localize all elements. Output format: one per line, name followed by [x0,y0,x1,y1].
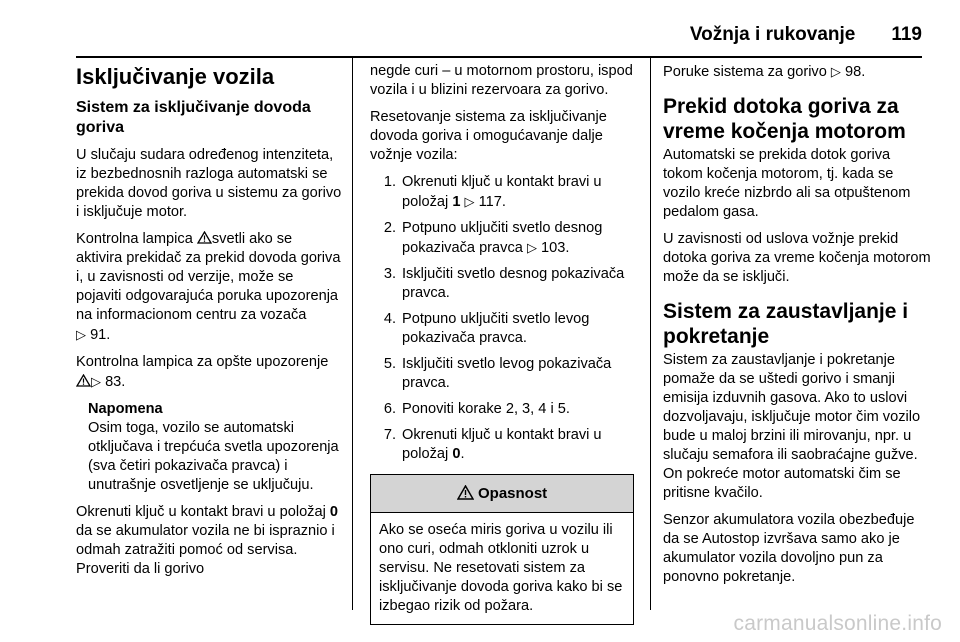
paragraph: Senzor akumulatora vozila obezbeđuje da se Autostop izvršava samo ako je akumulator vozila dovoljno pun za ponovno pokretanje. [663,512,915,585]
list-item [370,219,634,258]
text: Okrenuti ključ u kontakt bravi u položaj [76,504,330,520]
page-ref: 83. [105,374,126,390]
page-reference-icon: ▷ [76,327,86,342]
watermark: carmanualsonline.info [733,612,942,635]
bold-value: 0 [452,446,461,462]
step-text [402,219,634,258]
text: svetli ako se aktivira prekidač za prekid dovoda goriva i, u zavisnosti od verzije, može se pojaviti odgovarajuća poruka upozorenja na informacionom centru za vozača [76,231,341,323]
text: Okrenuti ključ u kontakt bravi u položaj [402,427,602,462]
paragraph [663,62,933,82]
page-number: 119 [891,24,922,45]
column-1 [76,62,342,587]
text: Potpuno uključiti svetlo desnog pokazivača pravca [402,220,603,256]
section-heading: Sistem za isključivanje dovoda goriva [76,99,311,136]
step-number: 5. [383,356,396,372]
page-title: Isključivanje vozila [76,64,275,89]
paragraph: negde curi – u motornom prostoru, ispod vozila i u blizini rezervoara za gorivo. [370,63,633,98]
bold-value: 1 [452,194,461,210]
step-text: Isključiti svetlo levog pokazivača pravca. [402,356,612,391]
paragraph: Automatski se prekida dotok goriva tokom kočenja motorom, tj. kada se vozilo kreće nizbrdo ali sa otpuštenom pedalom gasa. [663,147,911,220]
page-header [690,24,922,46]
page-ref: 117. [478,194,506,210]
warning-triangle-icon [76,374,91,387]
list-item [370,173,634,212]
column-3 [663,62,933,595]
step-number: 3. [383,266,396,282]
paragraph: U zavisnosti od uslova vožnje prekid dotoka goriva za vreme kočenja motorom može da se isključi. [663,231,931,285]
note-text: Osim toga, vozilo se automatski otključava i trepćuća svetla upozorenja (sva četiri pokazivača pravca) i unutrašnje osvetljenje se uključuju. [88,420,339,493]
list-item [370,426,634,464]
column-2 [370,62,634,625]
section-title: Vožnja i rukovanje [689,24,856,45]
list-item [370,265,634,303]
step-text: Potpuno uključiti svetlo levog pokazivača pravca. [402,311,590,346]
bold-value: 0 [329,504,339,520]
step-number: 2. [383,220,396,236]
note-title: Napomena [88,401,163,417]
warning-triangle-icon [457,485,474,500]
paragraph [76,353,342,392]
warning-header [371,475,633,513]
note-block [76,400,342,495]
steps-list [370,173,634,464]
step-number: 4. [383,311,396,327]
section-heading: Sistem za zaustavljanje i pokretanje [663,300,909,348]
list-item [370,310,634,348]
page-ref: 103. [541,240,570,256]
paragraph [76,230,342,345]
step-number: 1. [383,174,396,190]
page-reference-icon: ▷ [464,194,475,209]
page-reference-icon: ▷ [91,374,101,389]
paragraph [76,503,342,579]
step-number: 7. [383,427,396,443]
header-rule [76,56,922,58]
list-item [370,400,634,419]
paragraph: Sistem za zaustavljanje i pokretanje pomaže da se uštedi gorivo i smanji emisija izduvnih gasova. Ako to uslovi dozvoljavaju, isključuje motor čim vozilo bude u maloj brzini ili mirovanju, npr. u slučaju semafora ili saobraćajne gužve. On pokreće motor automatski čim se pritisne kvačilo. [663,352,921,501]
step-number: 6. [383,401,396,417]
text: . [460,446,465,462]
step-text [402,426,634,464]
section-heading: Prekid dotoka goriva za vreme kočenja motorom [663,95,906,143]
step-text: Ponoviti korake 2, 3, 4 i 5. [402,401,570,417]
step-text [402,173,634,212]
text: Kontrolna lampica [76,231,197,247]
text: Kontrolna lampica za opšte upozorenje [76,354,329,370]
paragraph: U slučaju sudara određenog intenziteta, iz bezbednosnih razloga automatski se prekida dovod goriva u sistemu za gorivo i isključuje motor. [76,147,342,220]
column-divider-1 [352,58,353,610]
list-item [370,355,634,393]
column-divider-2 [650,58,651,610]
warning-box [370,474,634,625]
step-text: Isključiti svetlo desnog pokazivača pravca. [402,266,625,301]
text: Poruke sistema za gorivo [663,64,831,80]
page-reference-icon: ▷ [830,64,841,79]
warning-text: Ako se oseća miris goriva u vozilu ili ono curi, odmah otkloniti uzrok u servisu. Ne resetovati sistem za isključivanje dovoda goriva kako bi se izbegao rizik od požara. [379,522,623,614]
warning-title: Opasnost [477,485,548,502]
warning-triangle-icon [197,231,212,244]
page-reference-icon: ▷ [526,240,537,255]
paragraph: Resetovanje sistema za isključivanje dovoda goriva i omogućavanje dalje vožnje vozila: [370,109,607,163]
page-ref: 98. [844,64,866,80]
page-ref: 91. [90,327,111,343]
text: Okrenuti ključ u kontakt bravi u položaj [402,174,602,210]
text: da se akumulator vozila ne bi ispraznio i odmah zatražiti pomoć od servisa. Proveriti da li gorivo [76,523,335,577]
